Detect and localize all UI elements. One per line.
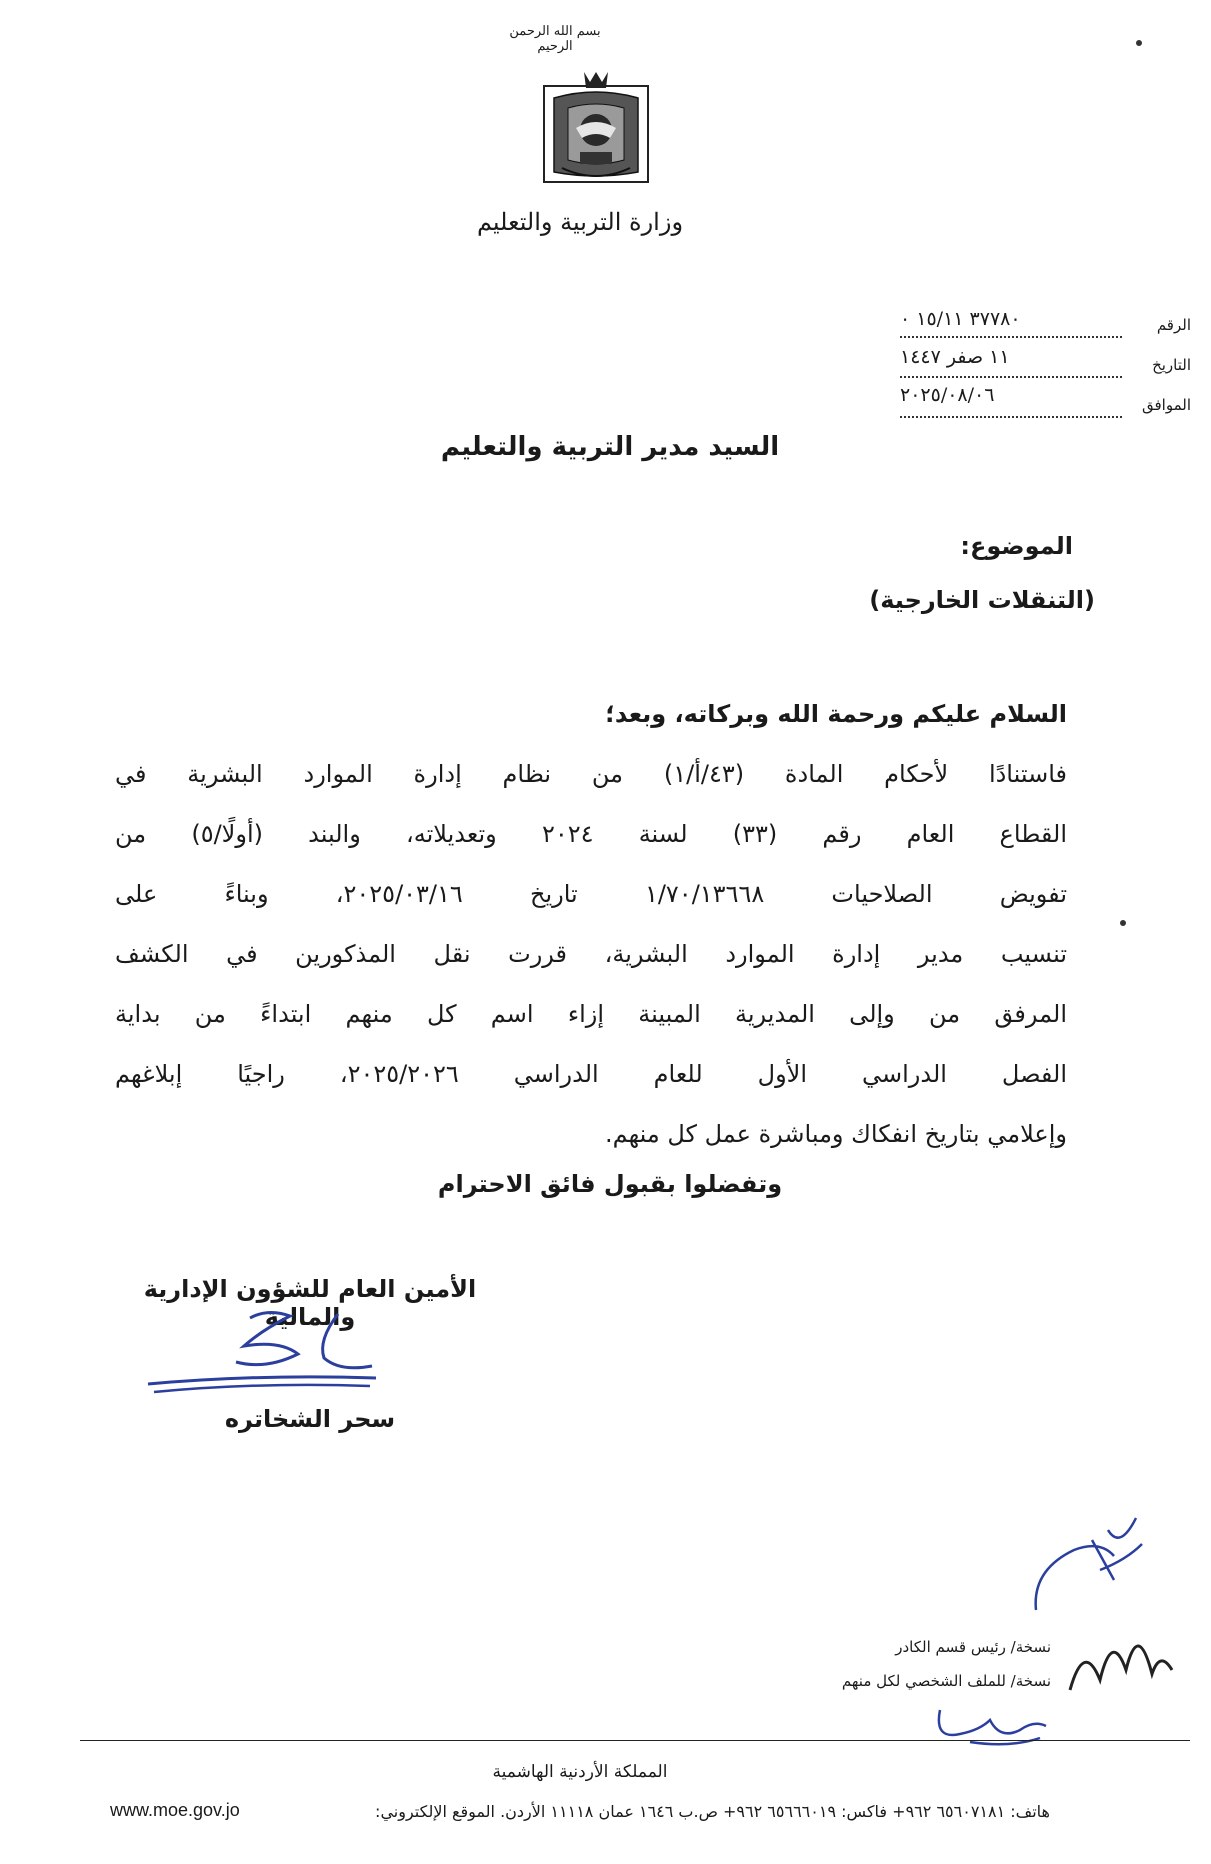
- subject: (التنقلات الخارجية): [869, 586, 1095, 614]
- greeting: السلام عليكم ورحمة الله وبركاته، وبعد؛: [605, 700, 1067, 728]
- footer-kingdom: المملكة الأردنية الهاشمية: [492, 1762, 668, 1782]
- reference-date-value: ١١ صفر ١٤٤٧: [900, 346, 1010, 368]
- reference-gregorian-label: الموافق: [1141, 396, 1191, 414]
- cc-line: نسخة/ رئيس قسم الكادر: [895, 1638, 1051, 1656]
- basmala: بسم الله الرحمن الرحيم: [509, 24, 601, 54]
- ministry-name: وزارة التربية والتعليم: [476, 208, 684, 236]
- footer-contact: [110, 1802, 1050, 1821]
- margin-dot: [1120, 920, 1126, 926]
- footer-divider: [80, 1740, 1190, 1741]
- addressee: السيد مدير التربية والتعليم: [440, 432, 780, 462]
- footer-website-link[interactable]: www.moe.gov.jo: [110, 1800, 240, 1820]
- signatory-name: سحر الشخاتره: [224, 1405, 396, 1433]
- body-line: فاستنادًا لأحكام المادة (٤٣/أ/١) من نظام إدارة الموارد البشرية في: [115, 760, 1067, 788]
- body-line: القطاع العام رقم (٣٣) لسنة ٢٠٢٤ وتعديلاته، والبند (أولًا/٥) من: [115, 820, 1067, 848]
- body-line: المرفق من وإلى المديرية المبينة إزاء اسم كل منهم ابتداءً من بداية: [115, 1000, 1067, 1028]
- subject-label: الموضوع:: [960, 532, 1073, 560]
- handwritten-initial: [930, 1690, 1050, 1750]
- reference-number-value: ٣٧٧٨٠ ١٥/١١ ٠: [900, 308, 1021, 330]
- handwritten-initial: [1030, 1510, 1150, 1620]
- body-line: تفويض الصلاحيات ١/٧٠/١٣٦٦٨ تاريخ ٢٠٢٥/٠٣/١٦، وبناءً على: [115, 880, 1068, 908]
- body-line: وإعلامي بتاريخ انفكاك ومباشرة عمل كل منهم.: [604, 1120, 1067, 1148]
- body-line: تنسيب مدير إدارة الموارد البشرية، قررت نقل المذكورين في الكشف: [115, 940, 1067, 968]
- footer-contact-text: هاتف: ٦٥٦٠٧١٨١ ٩٦٢+ فاكس: ٦٥٦٦٦٠١٩ ٩٦٢+ ص.ب ١٦٤٦ عمان ١١١١٨ الأردن. الموقع الإلكتروني:: [375, 1802, 1050, 1821]
- margin-dot: [1136, 40, 1142, 46]
- handwritten-initial: [1060, 1610, 1180, 1700]
- reference-gregorian-dots: [900, 416, 1122, 418]
- reference-gregorian-value: ٢٠٢٥/٠٨/٠٦: [900, 384, 995, 406]
- closing: وتفضلوا بقبول فائق الاحترام: [437, 1170, 783, 1198]
- reference-date-label: التاريخ: [1152, 356, 1191, 374]
- reference-number-dots: [900, 336, 1122, 338]
- reference-date-dots: [900, 376, 1122, 378]
- jordan-coat-of-arms-icon: [540, 68, 652, 186]
- reference-number-label: الرقم: [1156, 316, 1191, 334]
- signatory-title: الأمين العام للشؤون الإدارية والمالية: [143, 1275, 477, 1331]
- signature-mark: [140, 1300, 380, 1400]
- body-line: الفصل الدراسي الأول للعام الدراسي ٢٠٢٥/٢٠٢٦، راجيًا إبلاغهم: [115, 1060, 1068, 1088]
- cc-line: نسخة/ للملف الشخصي لكل منهم: [841, 1672, 1051, 1690]
